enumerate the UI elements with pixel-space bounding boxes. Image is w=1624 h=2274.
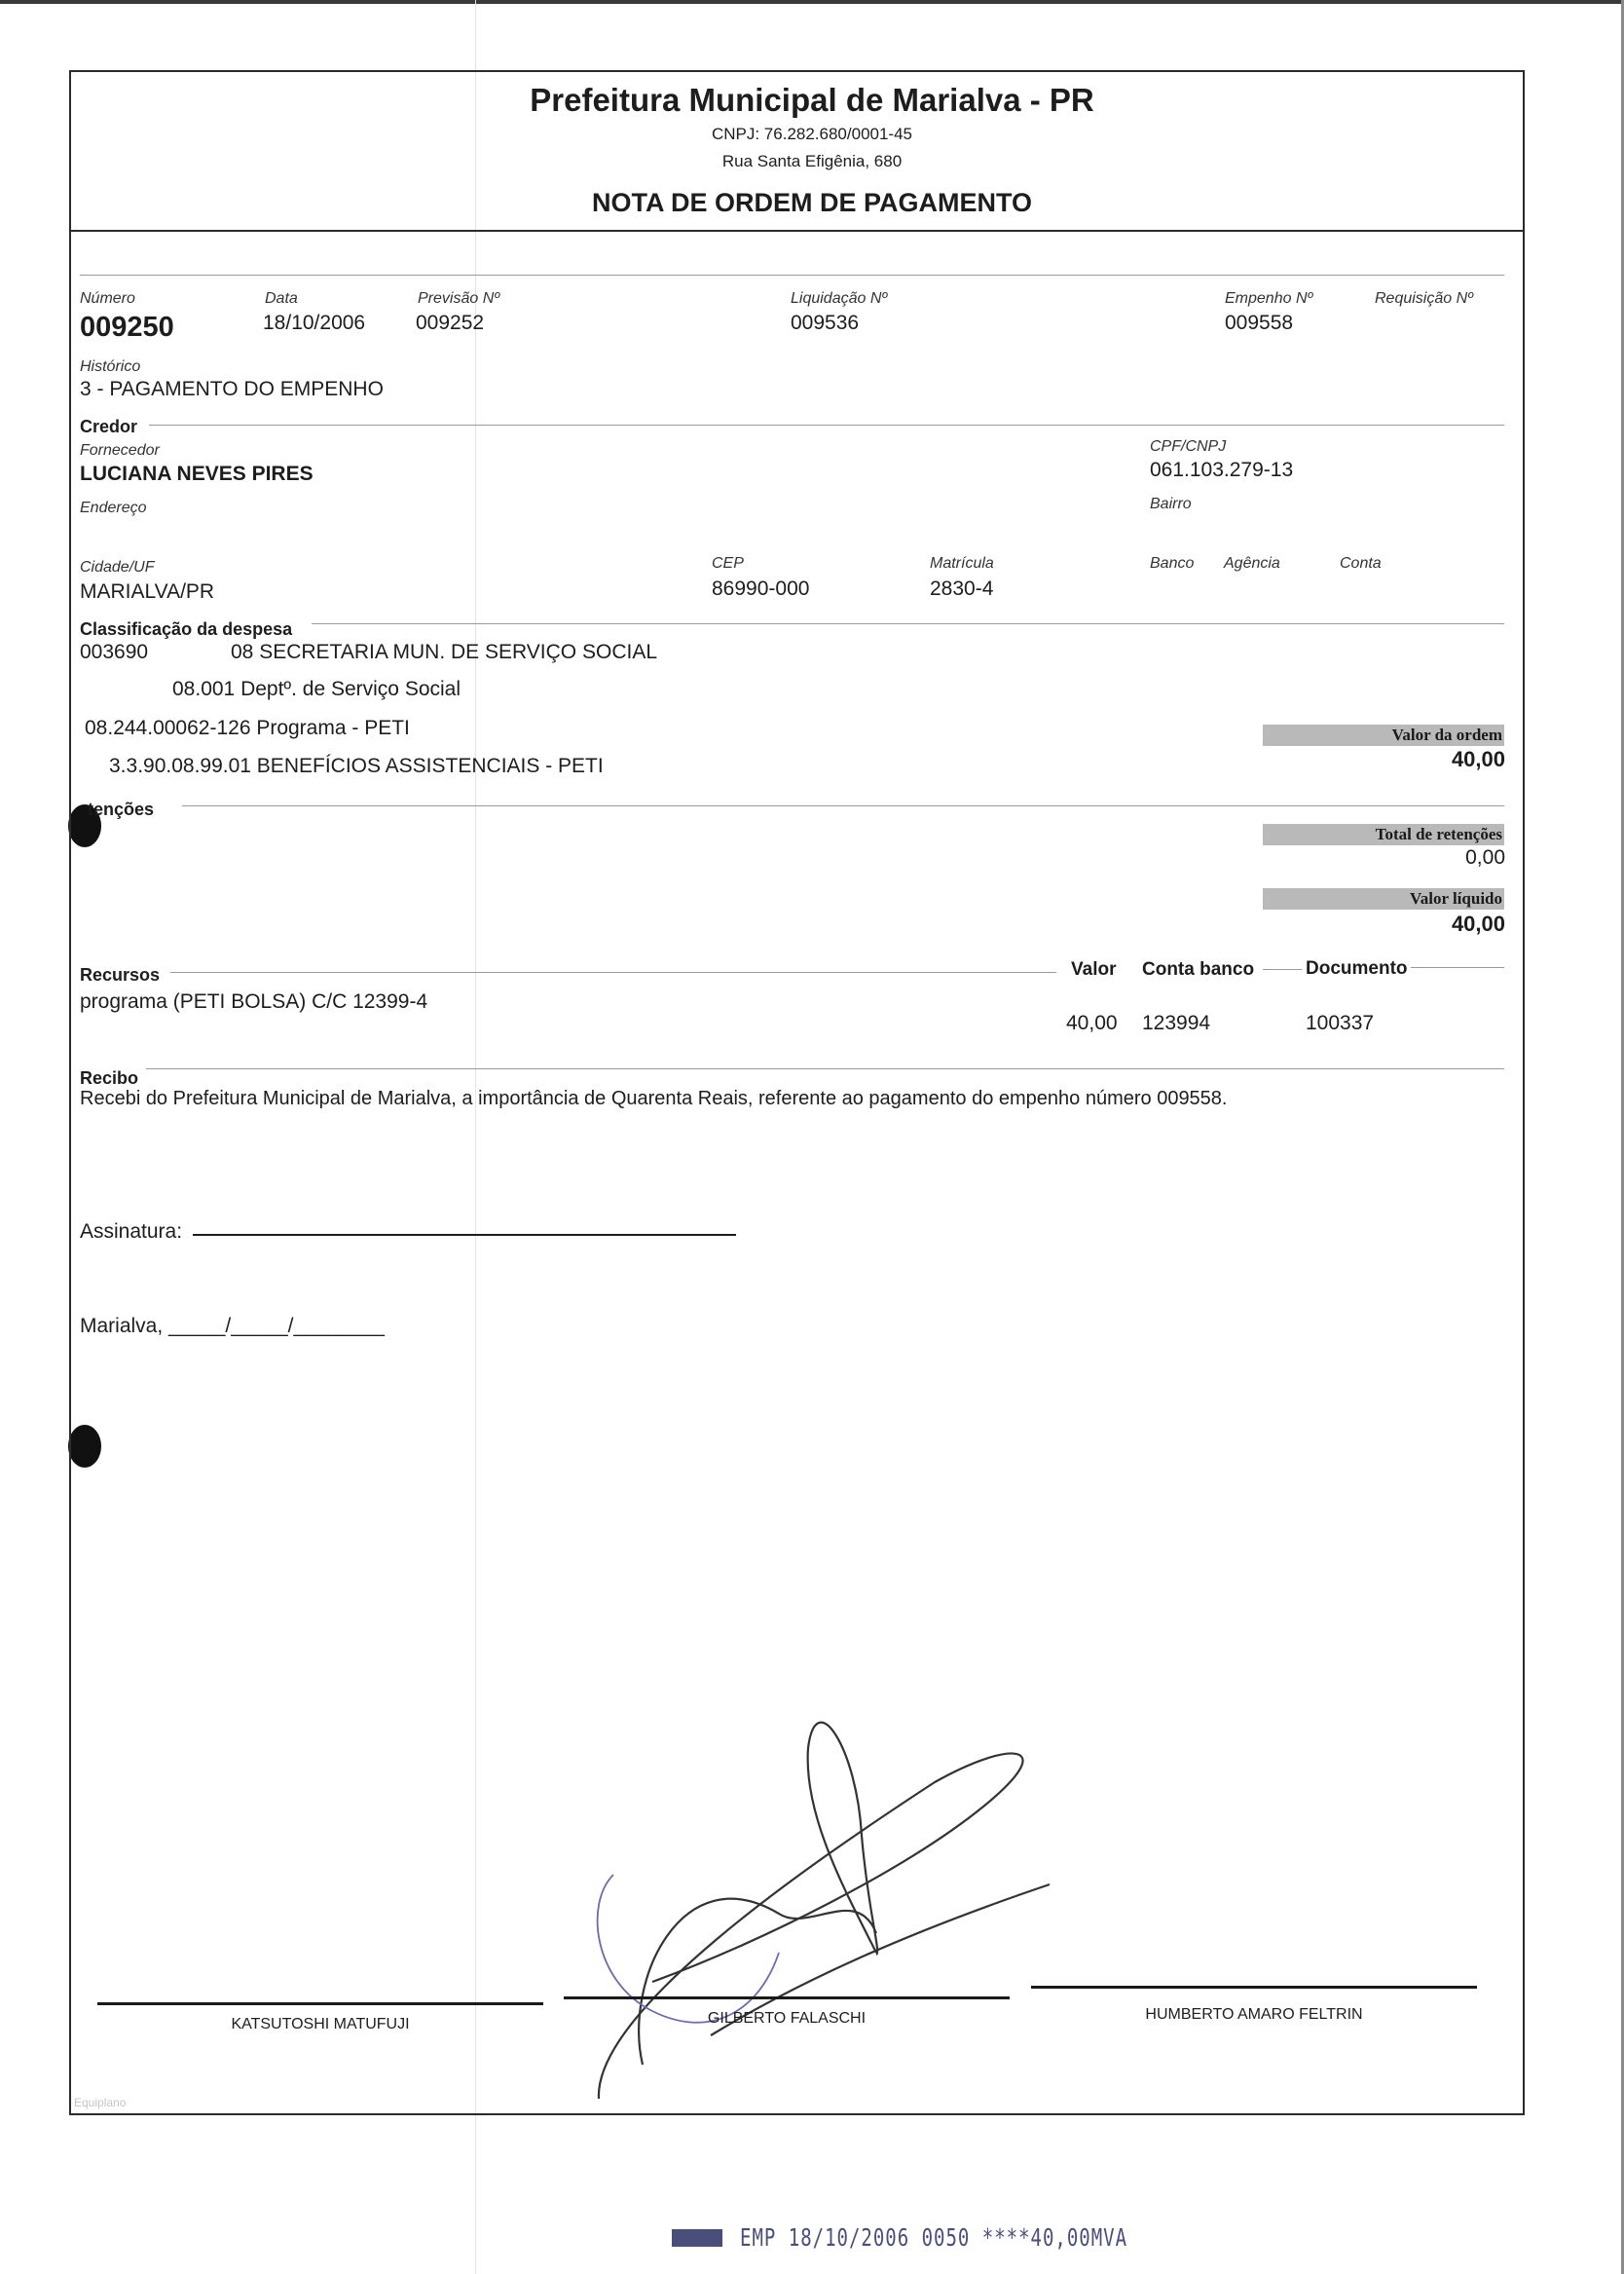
recursos-divider-3 xyxy=(1411,967,1504,968)
recibo-text: Recebi do Prefeitura Municipal de Marialva, a importância de Quarenta Reais, referente ao pagamento do empenho número 009558. xyxy=(80,1088,1228,1109)
valor-ordem-value: 40,00 xyxy=(1451,747,1505,771)
cep-label: CEP xyxy=(712,555,744,572)
classificacao-line4: 3.3.90.08.99.01 BENEFÍCIOS ASSISTENCIAIS - PETI xyxy=(109,755,604,777)
previsao-label: Previsão Nº xyxy=(418,290,500,307)
recursos-documento-label: Documento xyxy=(1306,958,1408,979)
endereco-label: Endereço xyxy=(80,500,147,516)
cpf-label: CPF/CNPJ xyxy=(1150,438,1227,455)
bairro-label: Bairro xyxy=(1150,496,1192,512)
historico-label: Histórico xyxy=(80,358,141,375)
numero-label: Número xyxy=(80,290,135,307)
banco-label: Banco xyxy=(1150,555,1195,572)
footer-stamp xyxy=(672,2223,1128,2253)
classificacao-code: 003690 xyxy=(80,641,149,663)
assinatura-label: Assinatura: xyxy=(80,1220,183,1243)
valor-liquido-label: Valor líquido xyxy=(1410,889,1502,908)
document-title: NOTA DE ORDEM DE PAGAMENTO xyxy=(591,188,1032,217)
recursos-divider xyxy=(170,972,1056,973)
signatory-3: HUMBERTO AMARO FELTRIN xyxy=(1145,2006,1363,2023)
retencoes-divider xyxy=(182,805,1504,806)
scan-top-edge xyxy=(0,0,1624,4)
classificacao-divider xyxy=(312,623,1504,624)
header-divider xyxy=(69,230,1525,232)
signature-line-3 xyxy=(1031,1986,1477,1989)
requisicao-label: Requisição Nº xyxy=(1375,290,1473,307)
matricula-label: Matrícula xyxy=(930,555,994,572)
recursos-documento: 100337 xyxy=(1306,1012,1375,1034)
recursos-descricao: programa (PETI BOLSA) C/C 12399-4 xyxy=(80,990,428,1013)
empenho-label: Empenho Nº xyxy=(1225,290,1313,307)
data-value: 18/10/2006 xyxy=(263,312,366,334)
recibo-section: Recibo xyxy=(80,1068,139,1088)
liquidacao-label: Liquidação Nº xyxy=(791,290,888,307)
recibo-divider xyxy=(146,1068,1504,1069)
page-title: Prefeitura Municipal de Marialva - PR xyxy=(530,82,1094,118)
classificacao-line3: 08.244.00062-126 Programa - PETI xyxy=(85,717,410,739)
recursos-valor: 40,00 xyxy=(1066,1012,1118,1034)
signatory-2: GILBERTO FALASCHI xyxy=(707,2010,867,2027)
classificacao-section: Classificação da despesa xyxy=(80,619,293,639)
classificacao-line1: 08 SECRETARIA MUN. DE SERVIÇO SOCIAL xyxy=(231,641,658,663)
credor-divider xyxy=(149,425,1504,426)
top-divider xyxy=(80,275,1504,276)
classificacao-line2: 08.001 Deptº. de Serviço Social xyxy=(172,678,461,700)
signatory-1: KATSUTOSHI MATUFUJI xyxy=(231,2016,410,2032)
agencia-label: Agência xyxy=(1224,555,1280,572)
fornecedor-label: Fornecedor xyxy=(80,442,160,459)
previsao-value: 009252 xyxy=(416,312,485,334)
recursos-conta: 123994 xyxy=(1142,1012,1211,1034)
signature-line-1 xyxy=(97,2002,543,2005)
cidade-value: MARIALVA/PR xyxy=(80,580,215,603)
cep-value: 86990-000 xyxy=(712,578,810,600)
numero-value: 009250 xyxy=(80,312,174,343)
assinatura-line xyxy=(193,1234,736,1236)
fornecedor-value: LUCIANA NEVES PIRES xyxy=(80,463,314,485)
data-label: Data xyxy=(265,290,298,307)
cidade-label: Cidade/UF xyxy=(80,559,155,576)
valor-liquido-bar xyxy=(1263,888,1504,910)
retencoes-section: tenções xyxy=(88,800,155,819)
local-data: Marialva, _____/_____/________ xyxy=(80,1315,385,1337)
system-label: Equiplano xyxy=(74,2096,127,2109)
recursos-conta-label: Conta banco xyxy=(1142,959,1255,980)
recursos-section: Recursos xyxy=(80,965,161,985)
recursos-divider-2 xyxy=(1263,969,1302,970)
signature-line-2 xyxy=(564,1996,1010,1999)
cpf-value: 061.103.279-13 xyxy=(1150,459,1294,481)
valor-ordem-bar xyxy=(1263,725,1504,746)
total-retencoes-label: Total de retenções xyxy=(1375,825,1502,843)
total-retencoes-bar xyxy=(1263,824,1504,845)
credor-section: Credor xyxy=(80,417,138,436)
empenho-value: 009558 xyxy=(1225,312,1294,334)
liquidacao-value: 009536 xyxy=(791,312,860,334)
conta-label: Conta xyxy=(1340,555,1382,572)
total-retencoes-value: 0,00 xyxy=(1465,846,1505,869)
recursos-valor-label: Valor xyxy=(1071,959,1117,980)
handwritten-signature xyxy=(584,1690,1061,2108)
matricula-value: 2830-4 xyxy=(930,578,994,600)
cnpj-text: CNPJ: 76.282.680/0001-45 xyxy=(711,125,913,143)
historico-value: 3 - PAGAMENTO DO EMPENHO xyxy=(80,378,384,400)
valor-liquido-value: 40,00 xyxy=(1451,912,1505,936)
stamp-text: EMP 18/10/2006 0050 ****40,00MVA xyxy=(740,2223,1128,2253)
stamp-mark-icon xyxy=(672,2229,722,2247)
address-text: Rua Santa Efigênia, 680 xyxy=(721,152,903,170)
valor-ordem-label: Valor da ordem xyxy=(1391,726,1502,744)
